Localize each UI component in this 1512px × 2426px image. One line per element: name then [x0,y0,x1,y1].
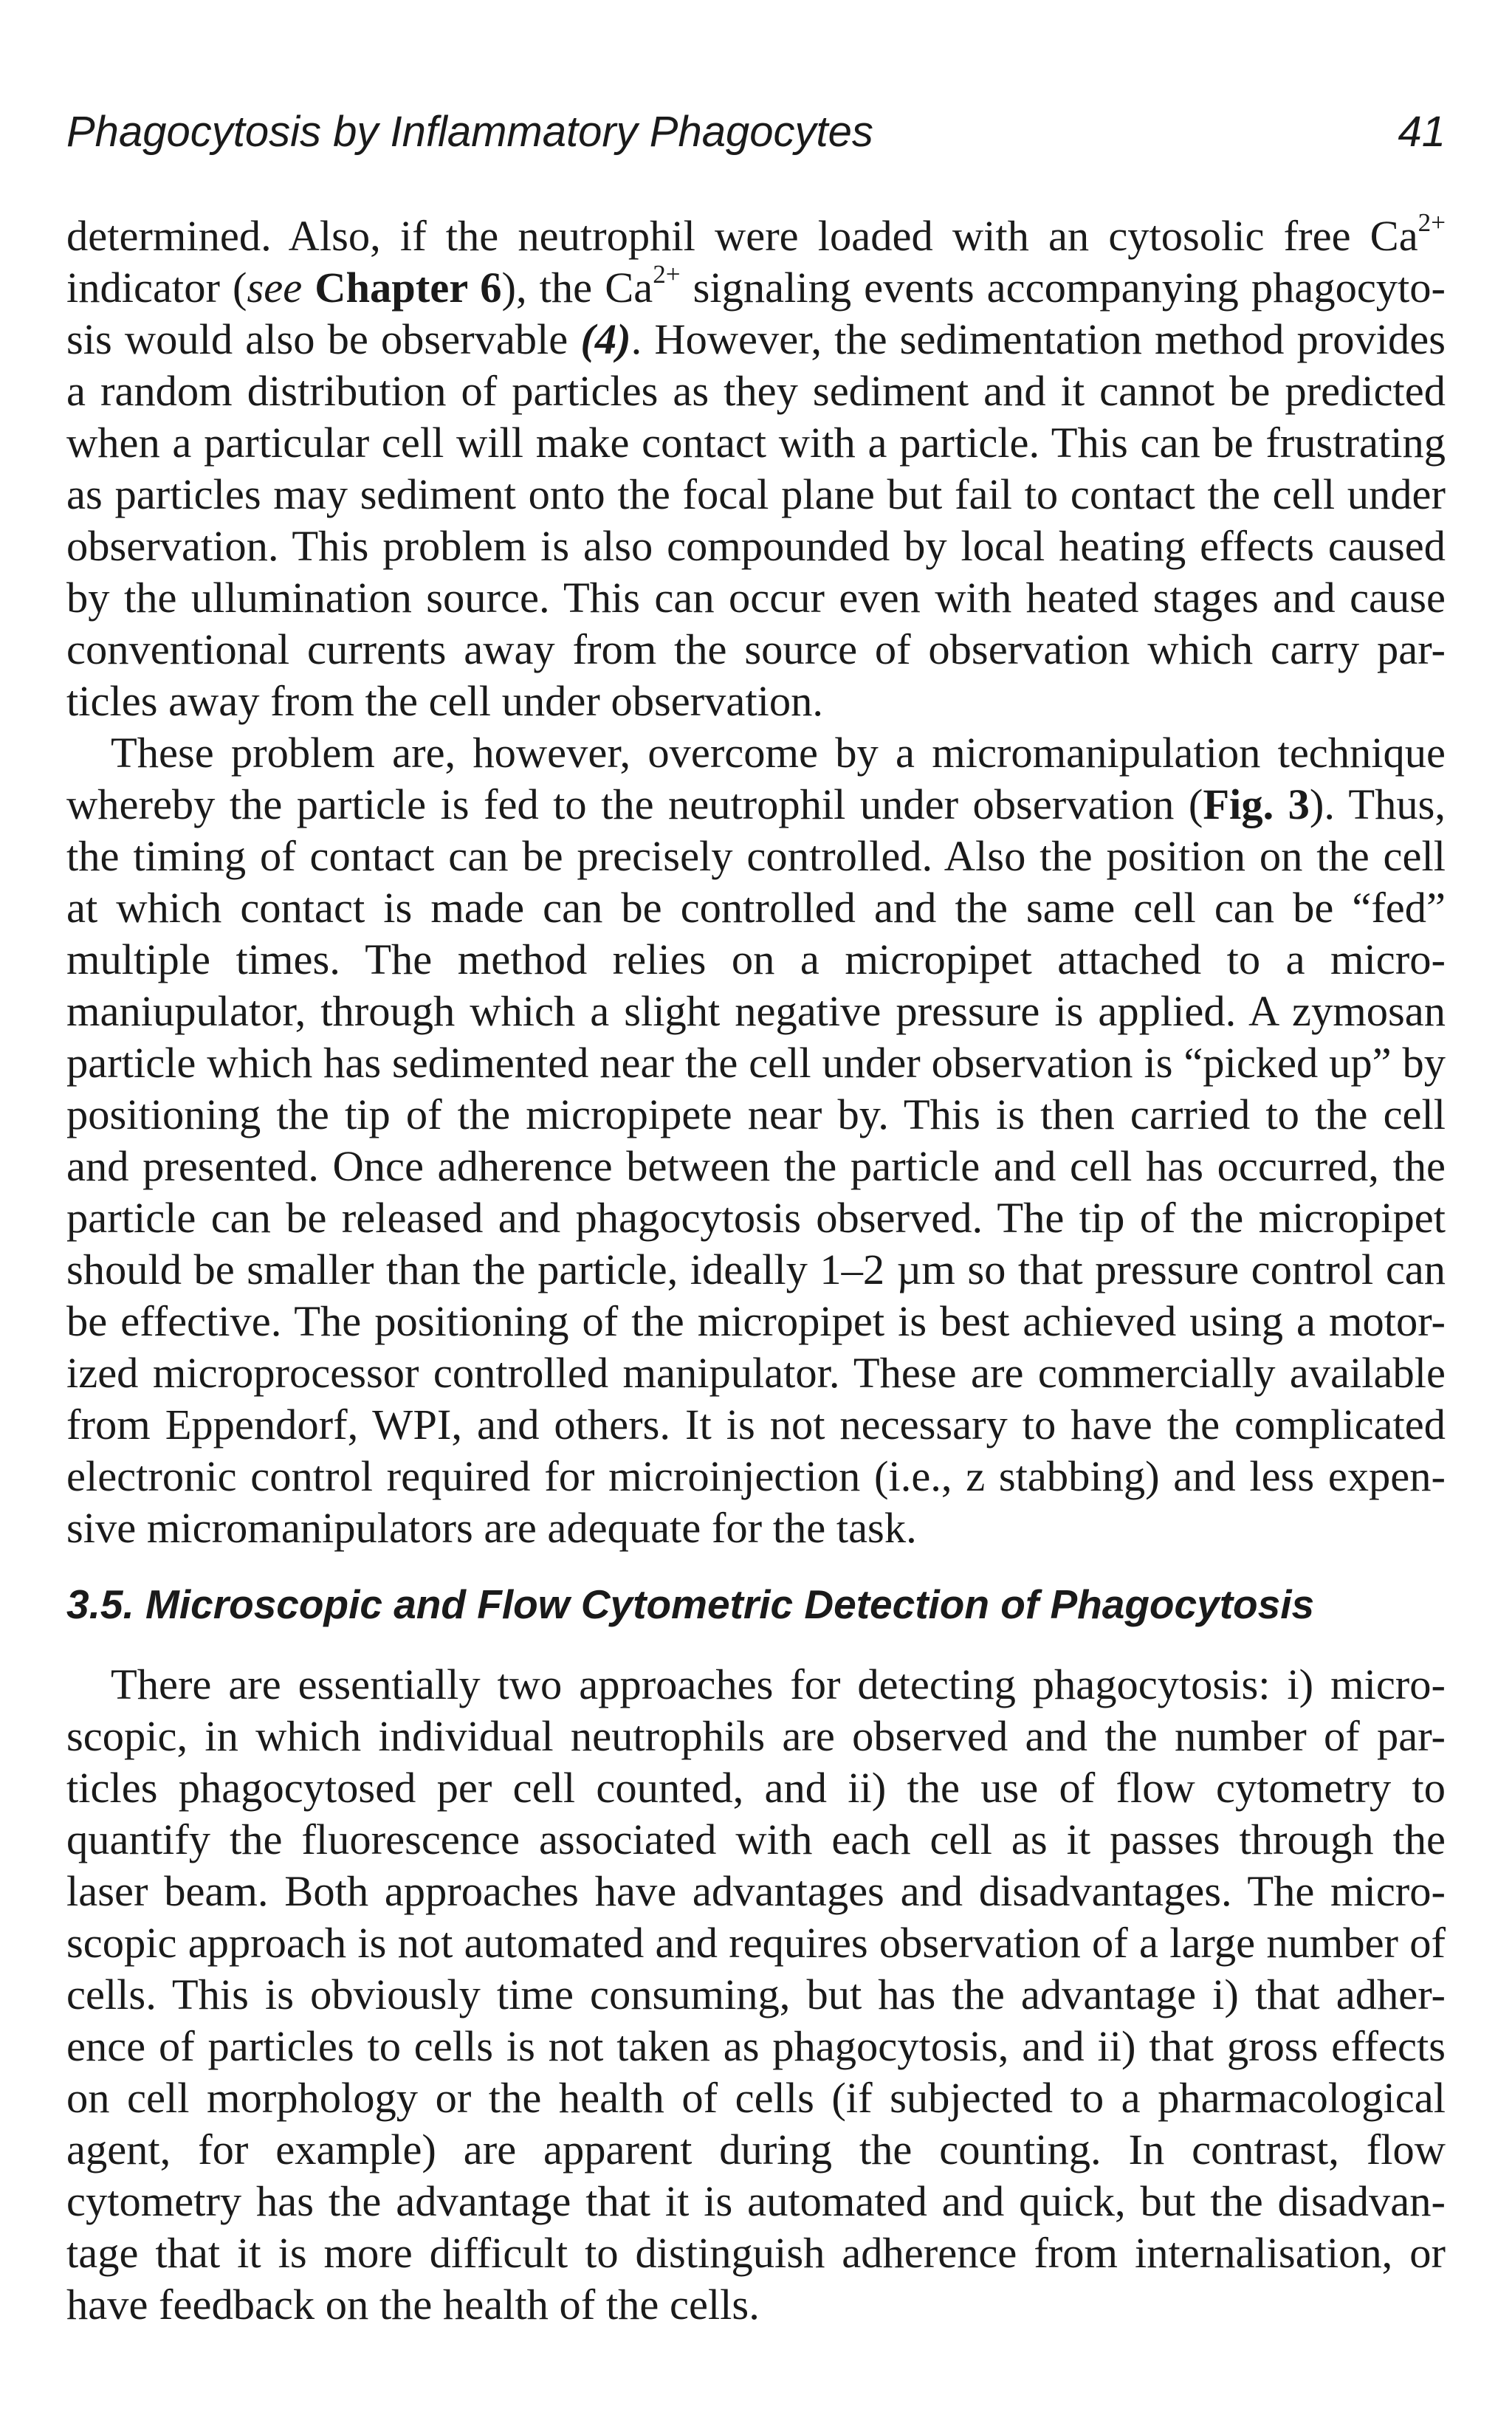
running-title: Phagocytosis by Inflammatory Phagocytes [66,108,873,156]
para1-text-6: . However, the sedimentation method provides a random distribution of particles as they sediment and it cannot be predicted when a particular cell will make contact with a particle. This can be frustrating as particles may sediment onto the focal plane but fail to contact the cell under observation. This problem is also compounded by local heating effects caused by the ullumination source. This can occur even with heated stages and cause conventional currents away from the source of observation which carry par-ticles away from the cell under observation. [66,315,1446,725]
para1-text-2: indicator ( [66,264,247,312]
calcium-superscript-2: 2+ [653,260,681,289]
citation-reference: (4) [580,315,631,363]
para1-space [302,264,315,312]
text-block-upper [66,210,1446,1554]
section-heading: 3.5. Microscopic and Flow Cytometric Detection of Phagocytosis [66,1581,1315,1627]
page-number: 41 [1398,108,1446,156]
paragraph-sedimentation-method [66,210,1446,727]
para1-text-4: ), the Ca [501,264,653,312]
para1-text-1: determined. Also, if the neutrophil were loaded with an cytosolic free Ca [66,212,1418,260]
paragraph-micromanipulation [66,727,1446,1554]
see-reference: see [247,264,303,312]
text-block-lower [66,1659,1446,2331]
paragraph-detection-approaches: There are essentially two approaches for detecting phagocytosis: i) micro-scopic, in which individual neutrophils are observed and the number of par-ticles phagocytosed per cell counted, and ii) the use of flow cytometry to quantify the fluorescence associated with each cell as it passes through the laser beam. Both approaches have advantages and disadvantages. The micro-scopic approach is not automated and requires observation of a large number of cells. This is obviously time consuming, but has the advantage i) that adher-ence of particles to cells is not taken as phagocytosis, and ii) that gross effects on cell morphology or the health of cells (if subjected to a pharmacological agent, for example) are apparent during the counting. In contrast, flow cytometry has the advantage that it is automated and quick, but the disadvan-tage that it is more difficult to distinguish adherence from internalisation, or have feedback on the health of the cells. [66,1660,1446,2329]
para2-text-2: ). Thus, the timing of contact can be precisely controlled. Also the position on the cell at which contact is made can be controlled and the same cell can be “fed” multiple times. The method relies on a micropipet attached to a micro-maniupulator, through which a slight negative pressure is applied. A zymosan particle which has sedimented near the cell under observation is “picked up” by positioning the tip of the micropipete near by. This is then carried to the cell and presented. Once adherence between the particle and cell has occurred, the particle can be released and phagocytosis observed. The tip of the micropipet should be smaller than the particle, ideally 1–2 µm so that pressure control can be effective. The positioning of the micropipet is best achieved using a motor-ized microprocessor controlled manipulator. These are commercially available from Eppendorf, WPI, and others. It is not necessary to have the complicated electronic control required for microinjection (i.e., z stabbing) and less expen-sive micromanipulators are adequate for the task. [66,780,1446,1552]
para1-text-5: signaling events accompanying phagocyto-sis would also be observable [66,264,1446,363]
running-header [66,108,1446,156]
chapter-reference: Chapter 6 [315,264,502,312]
calcium-superscript-1: 2+ [1418,208,1446,238]
para2-text-1: These problem are, however, overcome by a micromanipulation technique whereby the particle is fed to the neutrophil under observation ( [66,729,1446,828]
figure-reference: Fig. 3 [1203,780,1310,828]
